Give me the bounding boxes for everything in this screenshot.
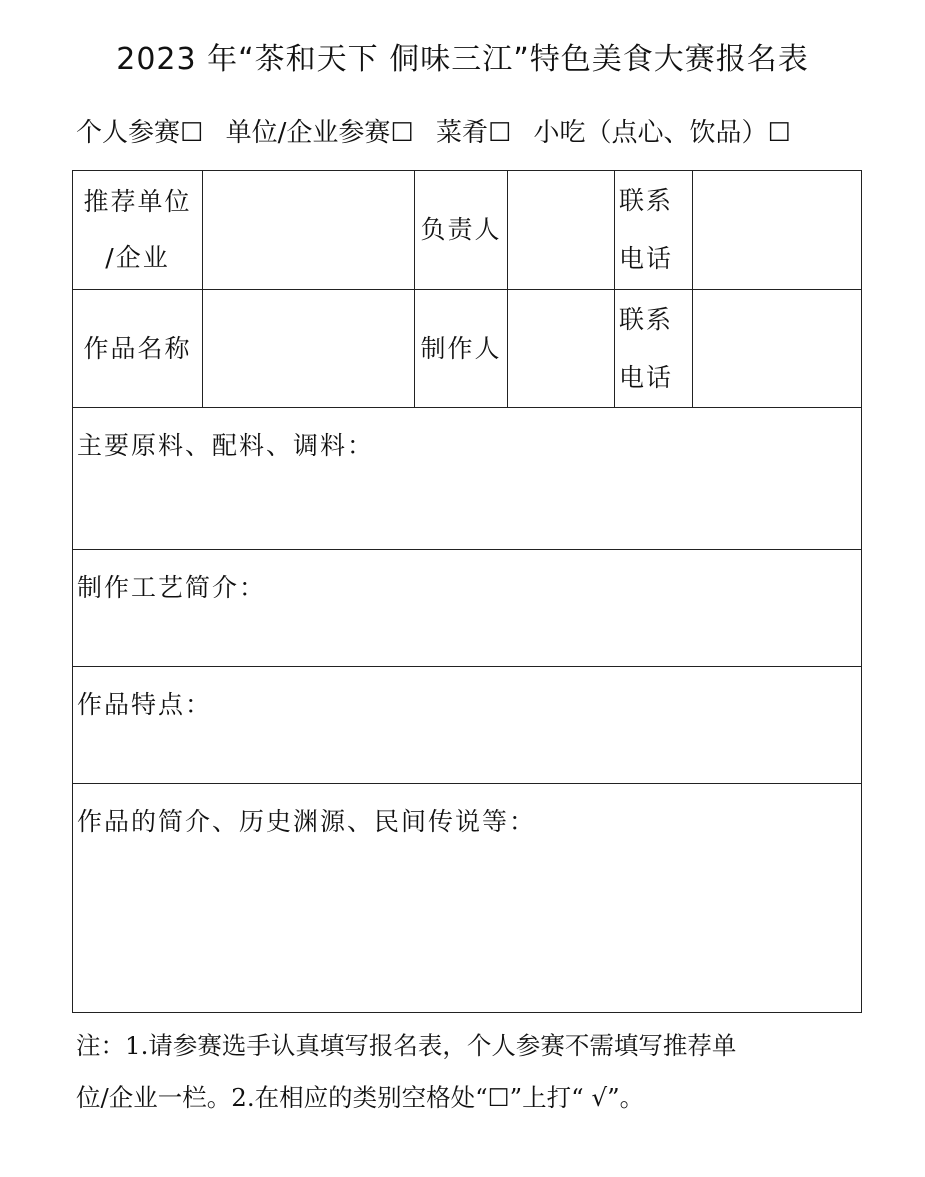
responsible-person-field[interactable]: [508, 171, 615, 290]
process-field[interactable]: [73, 550, 862, 667]
category-individual-checkbox[interactable]: ☐: [180, 118, 204, 148]
features-field[interactable]: [73, 667, 862, 784]
note-line-1: 注：1.请参赛选手认真填写报名表，个人参赛不需填写推荐单: [76, 1031, 737, 1060]
category-snack-checkbox[interactable]: ☐: [767, 118, 791, 148]
maker-contact-phone-label-line1: 联系: [619, 304, 674, 334]
contact-phone-label: [615, 171, 693, 290]
work-name-label: 作品名称: [73, 290, 203, 408]
category-selection: [76, 112, 876, 149]
recommending-unit-field[interactable]: [203, 171, 415, 290]
table-row: [73, 667, 862, 784]
category-organization[interactable]: [226, 112, 414, 149]
recommending-unit-label-line1: 推荐单位: [83, 187, 192, 216]
maker-contact-phone-field[interactable]: [693, 290, 862, 408]
category-organization-label: 单位/企业参赛: [225, 118, 391, 148]
category-snack-label: 小吃（点心、饮品）: [533, 118, 768, 148]
materials-field[interactable]: [73, 408, 862, 550]
maker-contact-phone-label: [615, 290, 693, 408]
table-row: [73, 171, 862, 290]
instructions-note: [76, 1020, 866, 1124]
note-line-2: 位/企业一栏。2.在相应的类别空格处“☐”上打“ √”。: [76, 1083, 645, 1112]
table-row: [73, 290, 862, 408]
recommending-unit-label-line2: /企业: [105, 243, 170, 272]
category-individual-label: 个人参赛: [76, 118, 181, 148]
features-label: 作品特点：: [77, 690, 213, 719]
table-row: [73, 550, 862, 667]
materials-label: 主要原料、配料、调料：: [77, 431, 375, 460]
category-snack[interactable]: [534, 112, 791, 149]
category-organization-checkbox[interactable]: ☐: [390, 118, 414, 148]
recommending-unit-label: [73, 171, 203, 290]
category-dish-label: 菜肴: [435, 118, 488, 148]
history-label: 作品的简介、历史渊源、民间传说等：: [77, 807, 537, 836]
responsible-person-label: 负责人: [415, 171, 508, 290]
category-dish-checkbox[interactable]: ☐: [487, 118, 512, 148]
work-name-field[interactable]: [203, 290, 415, 408]
form-title: 2023 年“茶和天下 侗味三江”特色美食大赛报名表: [116, 42, 809, 77]
history-field[interactable]: [73, 784, 862, 1013]
maker-contact-phone-label-line2: 电话: [619, 362, 674, 392]
table-row: [73, 408, 862, 550]
maker-field[interactable]: [508, 290, 615, 408]
category-dish[interactable]: [436, 112, 511, 149]
process-label: 制作工艺简介：: [77, 573, 267, 602]
table-row: [73, 784, 862, 1013]
contact-phone-field[interactable]: [693, 171, 862, 290]
registration-table: [72, 170, 862, 1013]
contact-phone-label-line1: 联系: [619, 186, 674, 215]
category-individual[interactable]: [76, 112, 203, 149]
maker-label: 制作人: [415, 290, 508, 408]
contact-phone-label-line2: 电话: [619, 244, 674, 273]
